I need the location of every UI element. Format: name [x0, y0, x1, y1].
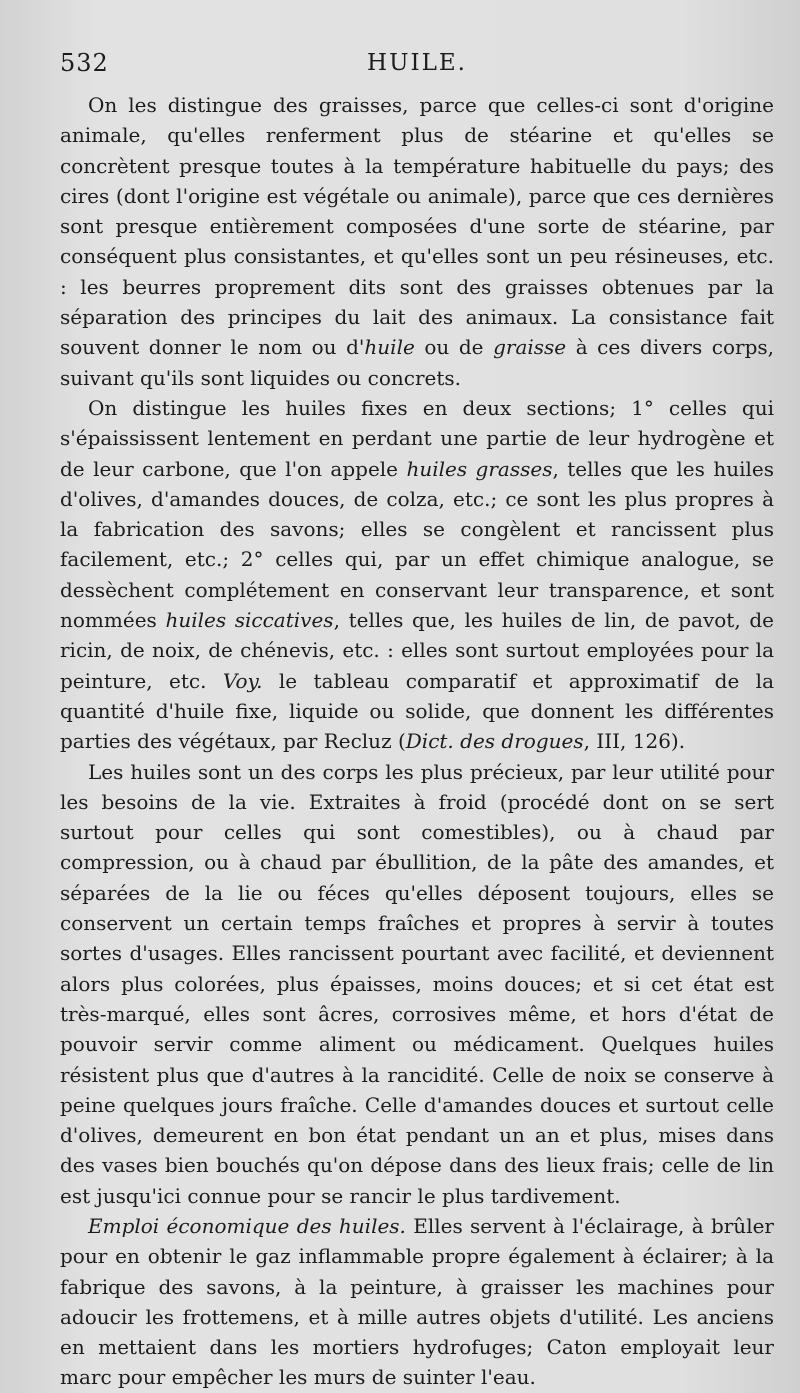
paragraph-graisses-cires: On les distingue des graisses, parce que celles-ci sont d'origine animale, qu'elles renferment plus de stéarine et qu'elles se concrètent presque toutes à la température habituelle du pays; des cires (dont l'origine est végétale ou animale), parce que ces dernières sont presque entièrement composées d'une sorte de stéarine, par conséquent plus consistantes, et qu'elles sont un peu résineuses, etc. : les beurres proprement dits sont des graisses obtenues par la séparation des principes du lait des animaux. La consistance fait souvent donner le nom ou d'huile ou de graisse à ces divers corps, suivant qu'ils sont liquides ou concrets.: [60, 93, 774, 390]
paragraph-emploi-economique: Emploi économique des huiles. Elles servent à l'éclairage, à brûler pour en obtenir le gaz inflammable propre également à éclairer; à la fabrique des savons, à la peinture, à graisser les machines pour adoucir les frottemens, et à mille autres objets d'utilité. Les anciens en mettaient dans les mortiers hydrofuges; Caton employait leur marc pour empêcher les murs de suinter l'eau.: [60, 1213, 774, 1390]
paragraph-huiles-fixes: On distingue les huiles fixes en deux sections; 1° celles qui s'épaississent lentement en perdant une partie de leur hydrogène et de leur carbone, que l'on appele huiles grasses, telles que les huiles d'olives, d'amandes douces, de colza, etc.; ce sont les plus propres à la fabrication des savons; elles se congèlent et rancissent plus facilement, etc.; 2° celles qui, par un effet chimique analogue, se dessèchent complétement en conservant leur transparence, et sont nommées huiles siccatives, telles que, les huiles de lin, de pavot, de ricin, de noix, de chénevis, etc. : elles sont surtout employées pour la peinture, etc. Voy. le tableau comparatif et approximatif de la quantité d'huile fixe, liquide ou solide, que donnent les différentes parties des végétaux, par Recluz (Dict. des drogues, III, 126).: [60, 395, 775, 754]
body-text: [60, 90, 774, 1393]
italic-huiles-siccatives: huiles siccatives: [165, 608, 334, 633]
italic-dict-des-drogues: Dict. des drogues: [405, 729, 584, 754]
italic-huiles-grasses: huiles grasses: [406, 456, 553, 481]
running-head: [60, 48, 774, 82]
italic-graisse: graisse: [493, 335, 567, 360]
italic-voy: Voy.: [222, 668, 263, 693]
section-heading-emploi: Emploi économique des huiles.: [88, 1213, 406, 1238]
paragraph-conservation: Les huiles sont un des corps les plus précieux, par leur utilité pour les besoins de la vie. Extraites à froid (procédé dont on se sert surtout pour celles qui sont comestibles), ou à chaud par compression, ou à chaud par ébullition, de la pâte des amandes, et séparées de la lie ou féces qu'elles déposent toujours, elles se conservent un certain temps fraîches et propres à servir à toutes sortes d'usages. Elles rancissent pourtant avec facilité, et deviennent alors plus colorées, plus épaisses, moins douces; et si cet état est très-marqué, elles sont âcres, corrosives même, et hors d'état de pouvoir servir comme aliment ou médicament. Quelques huiles résistent plus que d'autres à la rancidité. Celle de noix se conserve à peine quelques jours fraîche. Celle d'amandes douces et surtout celle d'olives, demeurent en bon état pendant un an et plus, mises dans des vases bien bouchés qu'on dépose dans des lieux frais; celle de lin est jusqu'ici connue pour se rancir le plus tardivement.: [60, 759, 774, 1208]
running-title: HUILE.: [367, 50, 467, 76]
page-number: 532: [60, 49, 109, 77]
italic-huile: huile: [364, 335, 415, 360]
